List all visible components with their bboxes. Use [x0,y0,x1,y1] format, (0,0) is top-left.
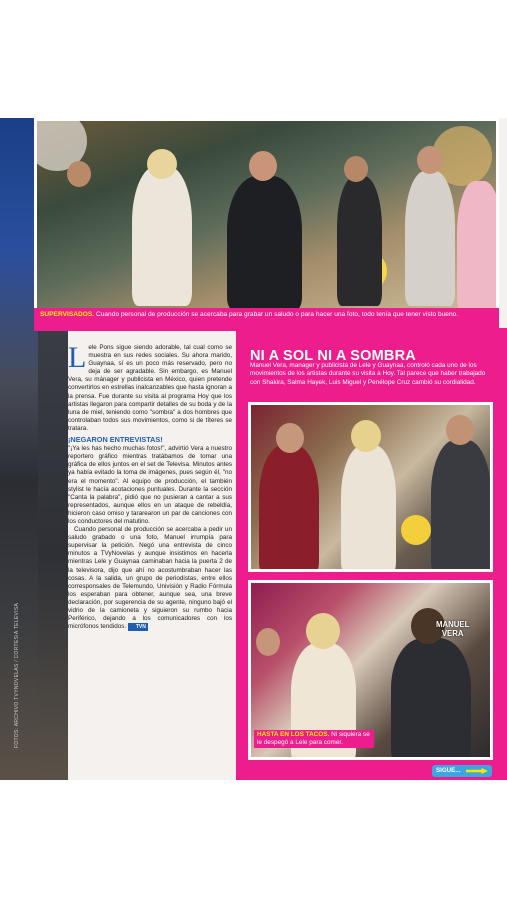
continue-label: SIGUE... [436,767,461,774]
article-subhead: ¡NEGARON ENTREVISTAS! [68,435,163,445]
caption-label: SUPERVISADOS. [40,311,95,318]
paragraph-1-text: ele Pons sigue siendo adorable, tal cual como se muestra en sus redes sociales. Su ahora marido, Guaynaa, sí es un poco más reservado, pero no deja de ser agradable. Sin embargo, es Manuel Vera, su mánager y publicista en México, quien pretende convertirlos en estrellas inalcanzables que hasta ignoran a la prensa. Fue durante su visita al programa Hoy que los artistas llegaron para compartir detalles de su boda y de la luna de miel, teniendo como "sombra" a dos hombres que controlaban todos sus movimientos, como si de títeres se tratara. [68,344,232,432]
photo-name-tag [436,620,469,638]
top-photo [34,118,499,331]
bottom-caption-text: Ni siquiera se le despegó a Lele para comer. [257,731,370,746]
article-body [68,341,232,631]
continue-button[interactable] [432,765,492,777]
paragraph-3-text: Cuando personal de producción se acercaba a pedir un saludo grabado o una foto, Manuel irrumpía para supervisar la petición. Negó una entrevista de cinco minutos a TVyNovelas y aunque insistimos en hacerla mientras Lele y Guaynaa caminaban hacia la puerta 2 de la televisora, dijo que ahí no acostumbraban hacer las cosas. A la salida, un grupo de periodistas, entre ellos corresponsales de Telemundo, Univisión y Radio Fórmula los esperaban para obtener, aunque sea, una breve declaración, por sugerencia de su agente, ninguno bajó el vidrio de la camioneta y siguieron su rumbo hacia Periférico, dejando a los comunicadores con los micrófonos tendidos. [68,526,232,631]
background-photo-strip-inner [38,328,68,780]
caption-text: Cuando personal de producción se acercaba para grabar un saludo o para hacer una foto, todo tenía que tener visto bueno. [94,311,459,318]
middle-photo [248,402,493,572]
paragraph-3 [68,526,232,631]
photo-credit: FOTOS: ARCHIVO TVYNOVELAS / CORTESÍA TELEVISA [14,602,20,748]
top-photo-caption [34,308,499,331]
tvn-end-badge: TVN [128,623,148,631]
paragraph-1 [68,341,232,433]
sidebar-headline: NI A SOL NI A SOMBRA [250,348,416,364]
drop-cap: L [68,341,87,374]
bottom-photo-caption [254,730,374,748]
sidebar-intro: Manuel Vera, manager y publicista de Lele y Guaynaa, controló cada uno de los movimientos de los artistas durante su visita a Hoy. Tal parece que haber trabajado con Shakira, Salma Hayek, Luis Miguel y Penélope Cruz cambió su cordialidad. [250,362,486,386]
paragraph-2: "¡Ya les has hecho muchas fotos!", advirtió Vera a nuestro reportero gráfico mientras tratábamos de tomar una gráfica de ellos juntos en el set de Televisa. Minutos antes ya había evitado la toma de imágenes, pues según él, "no era el momento". Al equipo de producción, el también stylist le hacía acotaciones puntuales. Durante la sección "Canta la palabra", pidió que no pusieran a cantar a sus representados, aunque ellos en un ataque de rebeldía, hicieron caso omiso y tararearon un par de canciones con los conductores del matutino. [68,445,232,525]
bottom-caption-label: HASTA EN LOS TACOS. [257,731,330,738]
magazine-page [0,118,507,780]
arrow-right-icon [466,768,488,774]
name-tag-text: MANUEL VERA [436,620,470,638]
